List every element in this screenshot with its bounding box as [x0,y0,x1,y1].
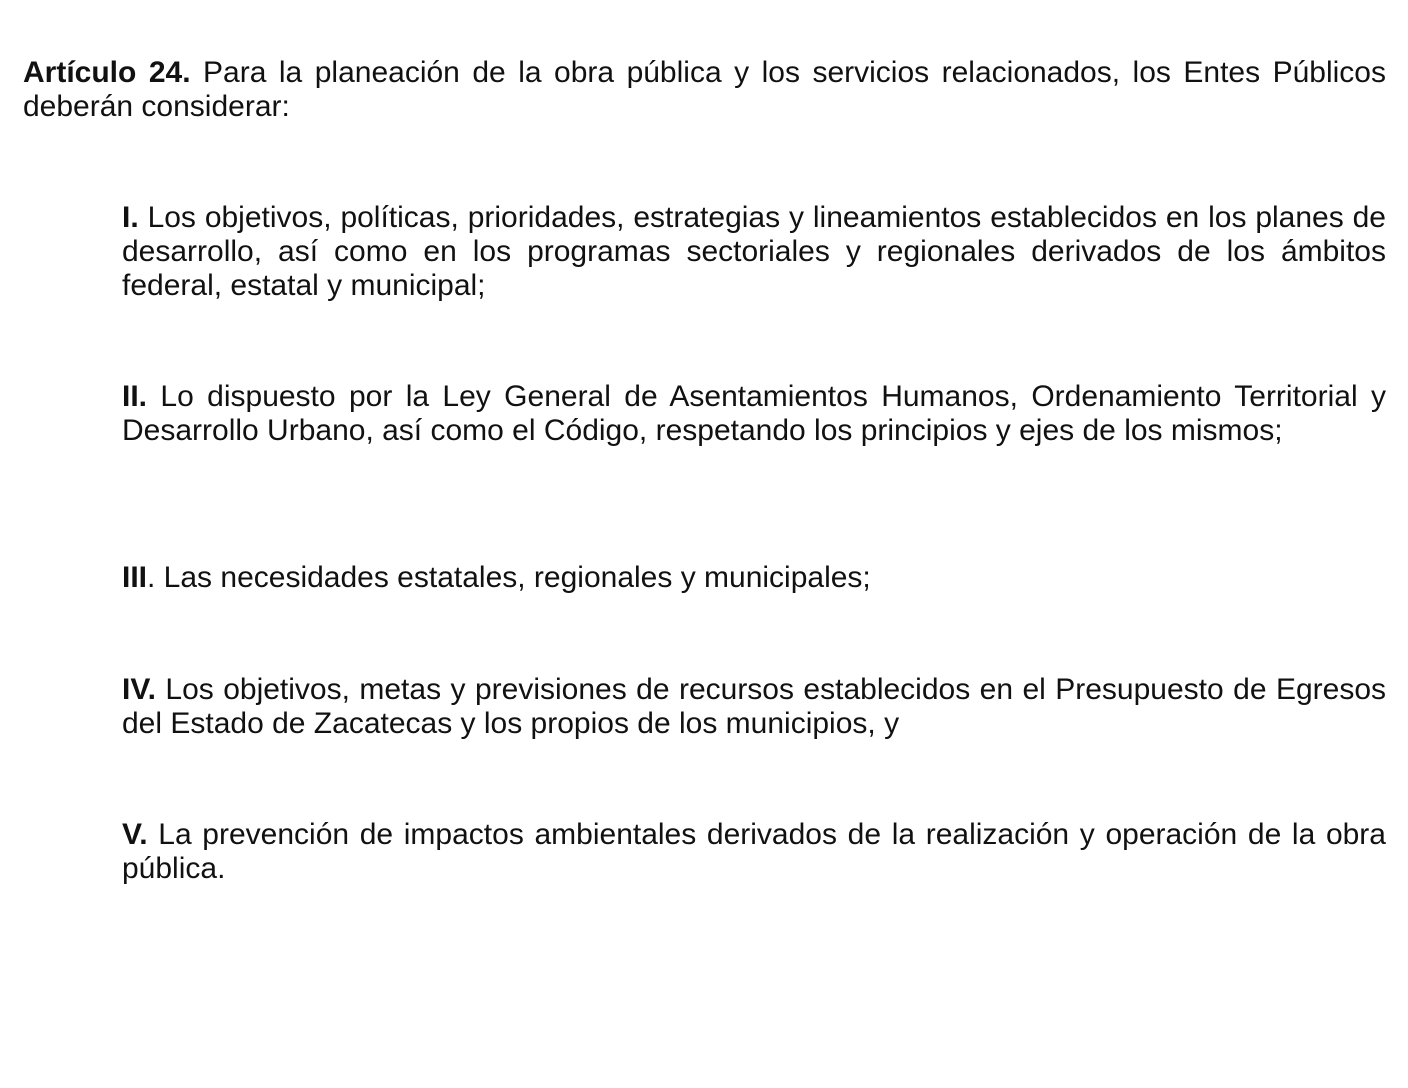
article-label: Artículo 24. [23,56,191,89]
article-paragraph [23,56,1386,124]
fraction-numeral: V. [122,818,148,851]
fraction-text: Los objetivos, políticas, prioridades, estrategias y lineamientos establecidos en los planes de desarrollo, así como en los programas sectoriales y regionales derivados de los ámbitos federal, estatal y municipal; [122,201,1386,302]
article-text: Para la planeación de la obra pública y los servicios relacionados, los Entes Públicos deberán considerar: [23,56,1386,123]
fraction-numeral: III [122,561,148,594]
fraction-item [122,380,1386,448]
fraction-text: Lo dispuesto por la Ley General de Asentamientos Humanos, Ordenamiento Territorial y Desarrollo Urbano, así como el Código, respetando los principios y ejes de los mismos; [122,380,1386,447]
fraction-item [122,201,1386,303]
fraction-item [122,561,1386,595]
fraction-numeral: IV. [122,673,156,706]
fraction-item [122,673,1386,741]
fraction-numeral: I. [122,201,139,234]
fraction-numeral: II. [122,380,148,413]
fraction-text: Los objetivos, metas y previsiones de recursos establecidos en el Presupuesto de Egresos del Estado de Zacatecas y los propios de los municipios, y [122,673,1386,740]
fraction-text: . Las necesidades estatales, regionales y municipales; [147,561,871,594]
fraction-text: La prevención de impactos ambientales derivados de la realización y operación de la obra pública. [122,818,1386,885]
fraction-item [122,818,1386,886]
